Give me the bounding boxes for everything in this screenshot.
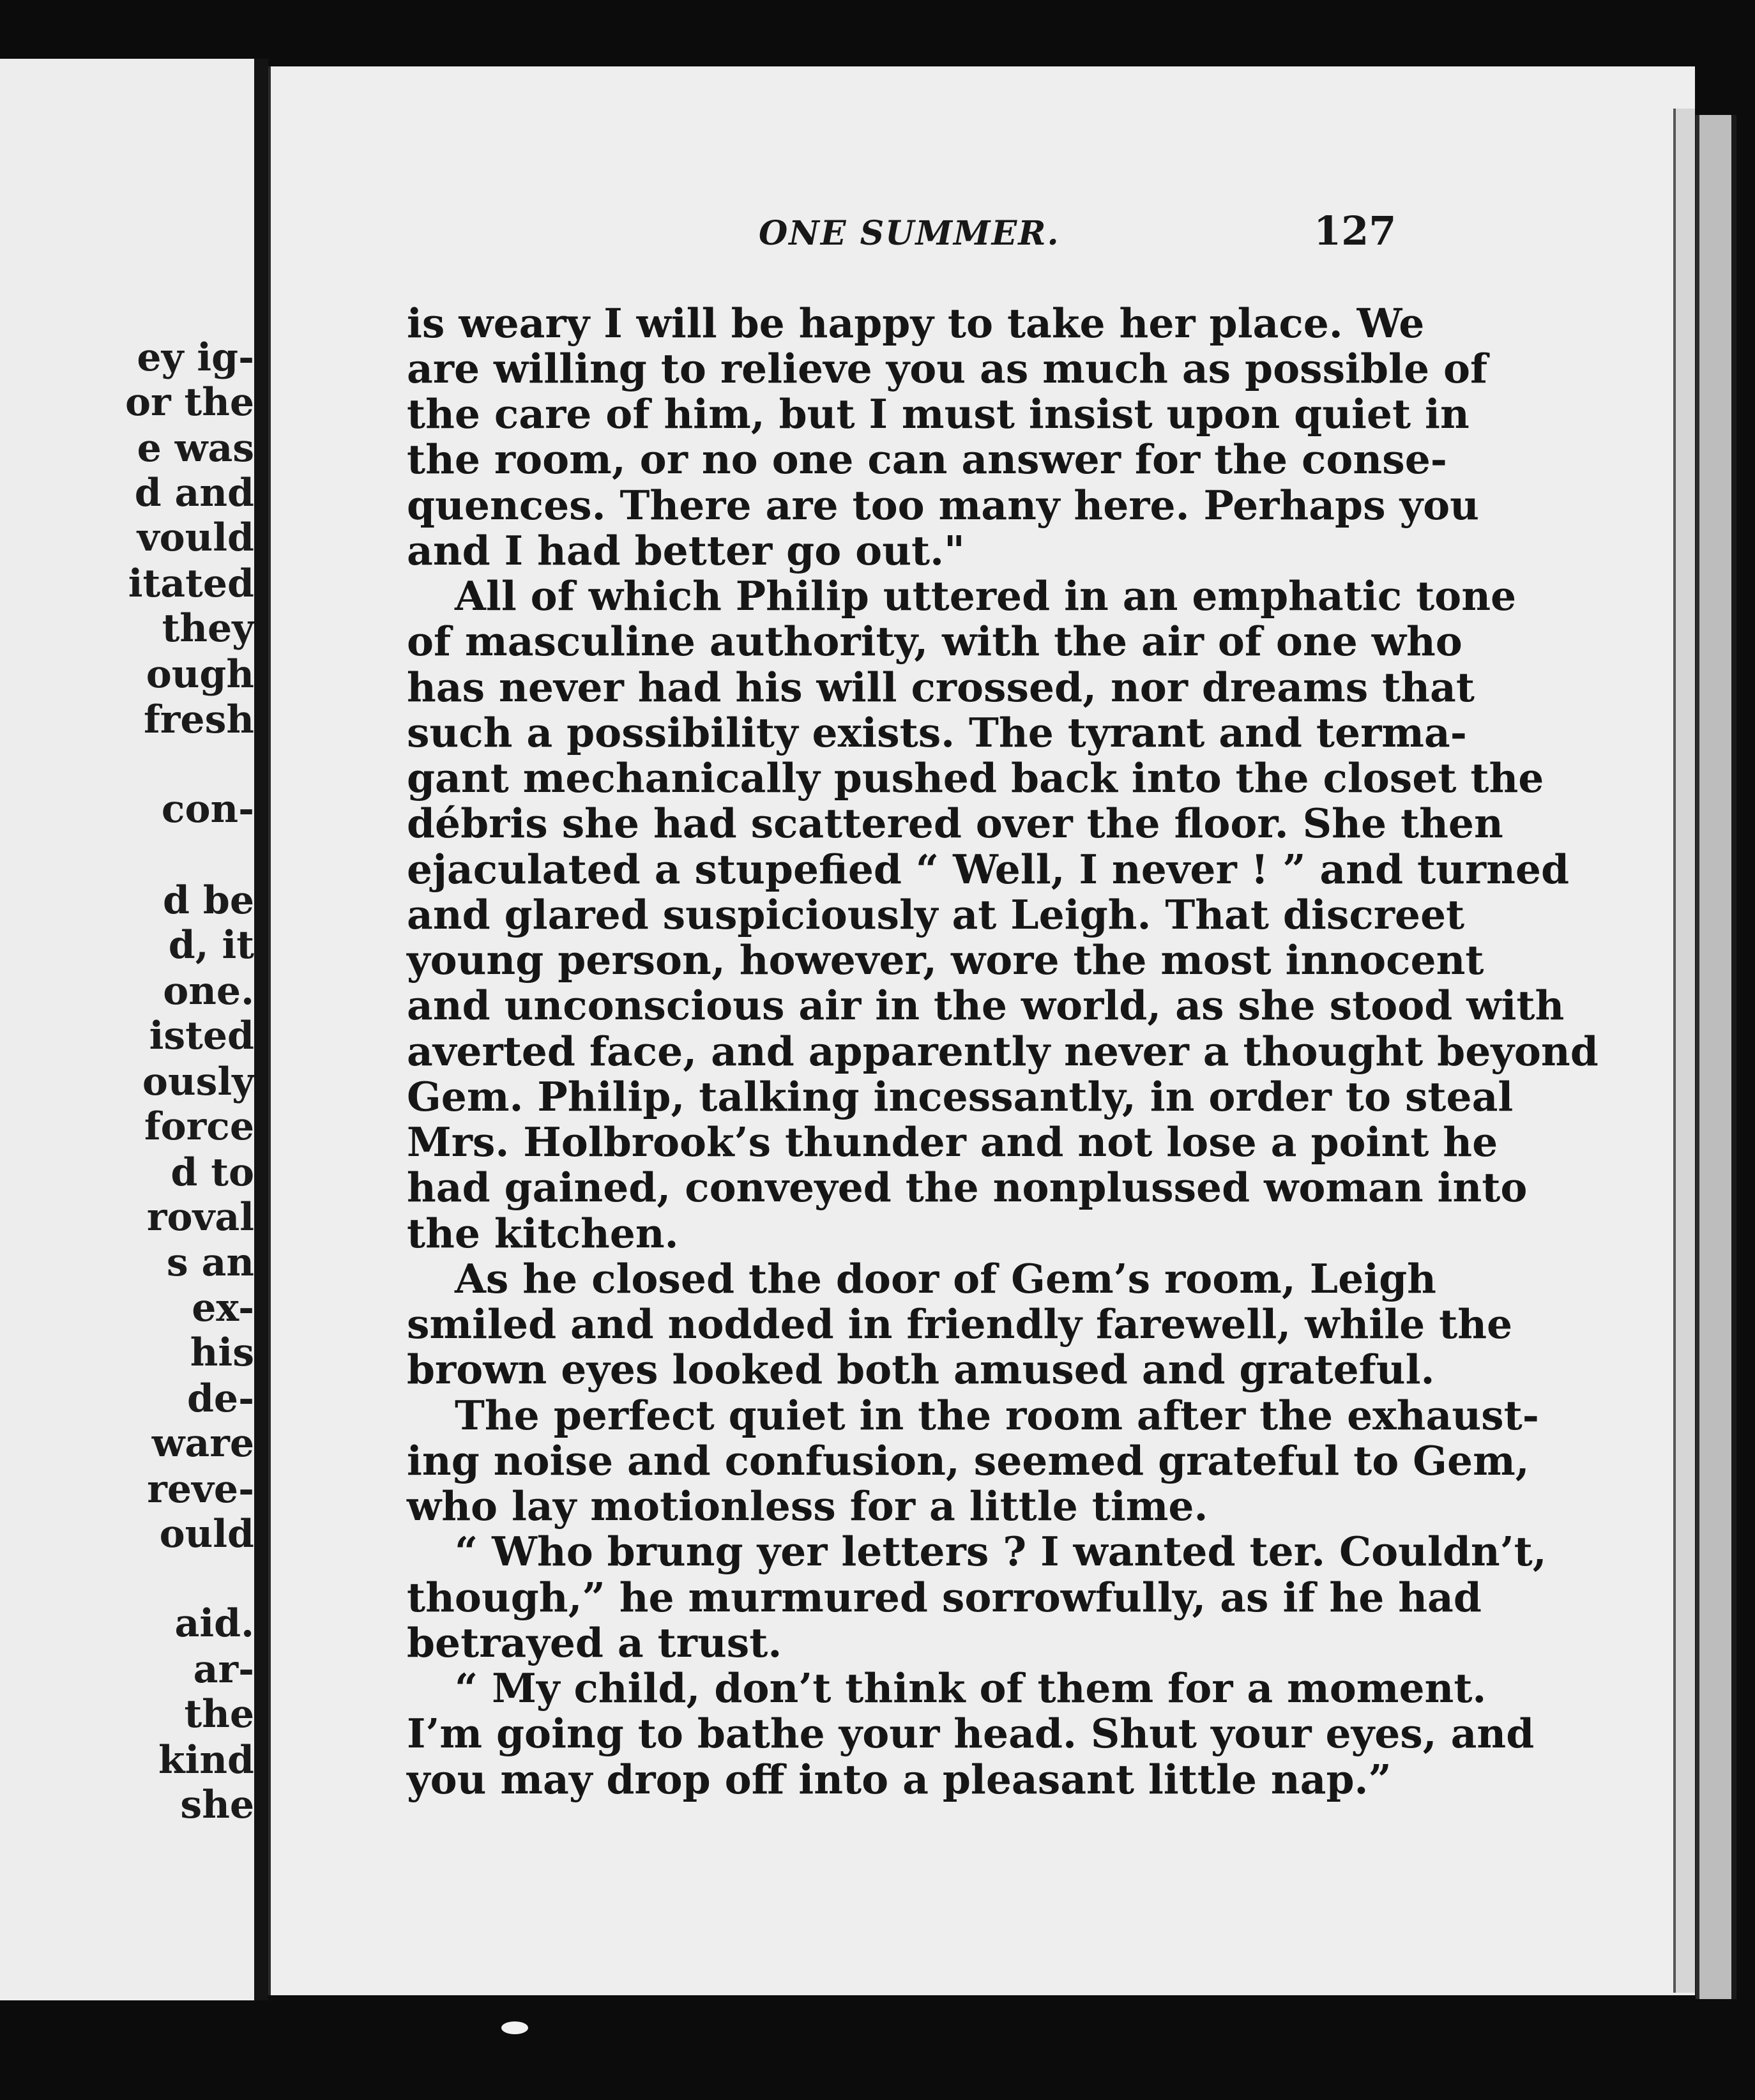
scan-artifact — [501, 2021, 528, 2034]
left-line: e was — [137, 426, 254, 471]
left-line: or the — [125, 380, 254, 425]
left-line: ough — [146, 652, 254, 697]
left-line: she — [180, 1783, 254, 1827]
page-number: 127 — [1314, 208, 1397, 254]
left-line: roval — [146, 1195, 254, 1240]
text-line: such a possibility exists. The tyrant and terma- — [407, 709, 1467, 756]
text-line: ejaculated a stupefied “ Well, I never ! ” and turned — [407, 846, 1570, 893]
left-line: kind — [158, 1738, 254, 1783]
left-line: d and — [134, 471, 254, 515]
left-line: ously — [142, 1060, 254, 1104]
text-line: “ Who brung yer letters ? I wanted ter. Couldn’t, — [455, 1528, 1547, 1575]
text-line: “ My child, don’t think of them for a moment. — [455, 1664, 1487, 1712]
text-line: you may drop off into a pleasant little nap.” — [407, 1756, 1392, 1803]
left-line: itated — [128, 561, 254, 606]
left-line: aid. — [174, 1601, 254, 1646]
text-line: averted face, and apparently never a thought beyond — [407, 1028, 1599, 1075]
text-line: the care of him, but I must insist upon quiet in — [407, 390, 1470, 438]
left-line: force — [144, 1104, 254, 1149]
left-line: the — [184, 1692, 254, 1737]
left-line: d to — [171, 1150, 254, 1195]
left-line: his — [190, 1330, 254, 1375]
left-line: ould — [159, 1512, 254, 1556]
text-line: Gem. Philip, talking incessantly, in order to steal — [407, 1073, 1514, 1120]
left-line: ware — [151, 1421, 254, 1466]
left-line: isted — [149, 1014, 254, 1058]
text-line: the kitchen. — [407, 1210, 679, 1257]
text-line: smiled and nodded in friendly farewell, while the — [407, 1300, 1513, 1348]
left-line: ex- — [192, 1286, 254, 1330]
text-line: and glared suspiciously at Leigh. That discreet — [407, 891, 1465, 938]
text-line: and unconscious air in the world, as she stood with — [407, 982, 1565, 1029]
left-line: ar- — [193, 1647, 254, 1692]
text-line: young person, however, wore the most innocent — [407, 936, 1484, 984]
left-line: they — [162, 606, 254, 651]
left-line: fresh — [144, 697, 254, 742]
text-line: though,” he murmured sorrowfully, as if he had — [407, 1574, 1482, 1621]
text-line: All of which Philip uttered in an emphatic tone — [455, 572, 1517, 620]
text-line: and I had better go out." — [407, 527, 965, 574]
text-line: of masculine authority, with the air of one who — [407, 618, 1462, 665]
left-line: ey ig- — [137, 335, 254, 380]
text-line: The perfect quiet in the room after the exhaust- — [455, 1392, 1539, 1439]
text-line: ing noise and confusion, seemed grateful to Gem, — [407, 1437, 1530, 1484]
text-line: betrayed a trust. — [407, 1619, 782, 1666]
left-line: d be — [163, 878, 254, 923]
text-line: As he closed the door of Gem’s room, Leigh — [455, 1255, 1436, 1302]
text-line: has never had his will crossed, nor dreams that — [407, 664, 1475, 711]
left-line: con- — [161, 787, 254, 832]
text-line: Mrs. Holbrook’s thunder and not lose a point he — [407, 1118, 1498, 1166]
left-line: vould — [137, 515, 254, 560]
text-line: quences. There are too many here. Perhaps you — [407, 482, 1479, 529]
left-line: de- — [186, 1376, 254, 1421]
left-line: reve- — [147, 1467, 254, 1512]
text-line: are willing to relieve you as much as possible of — [407, 345, 1488, 392]
left-line: s an — [166, 1240, 254, 1285]
left-line: one. — [163, 969, 254, 1014]
running-header: ONE SUMMER. — [759, 214, 1060, 253]
left-line: d, it — [168, 923, 254, 968]
text-line: I’m going to bathe your head. Shut your eyes, and — [407, 1710, 1535, 1757]
text-line: brown eyes looked both amused and grateful. — [407, 1346, 1435, 1393]
text-line: the room, or no one can answer for the conse- — [407, 436, 1447, 483]
text-line: gant mechanically pushed back into the closet the — [407, 754, 1544, 802]
text-line: had gained, conveyed the nonplussed woman into — [407, 1164, 1528, 1211]
text-line: who lay motionless for a little time. — [407, 1482, 1208, 1530]
text-line: is weary I will be happy to take her place. We — [407, 300, 1425, 347]
text-line: débris she had scattered over the floor. She then — [407, 800, 1503, 847]
